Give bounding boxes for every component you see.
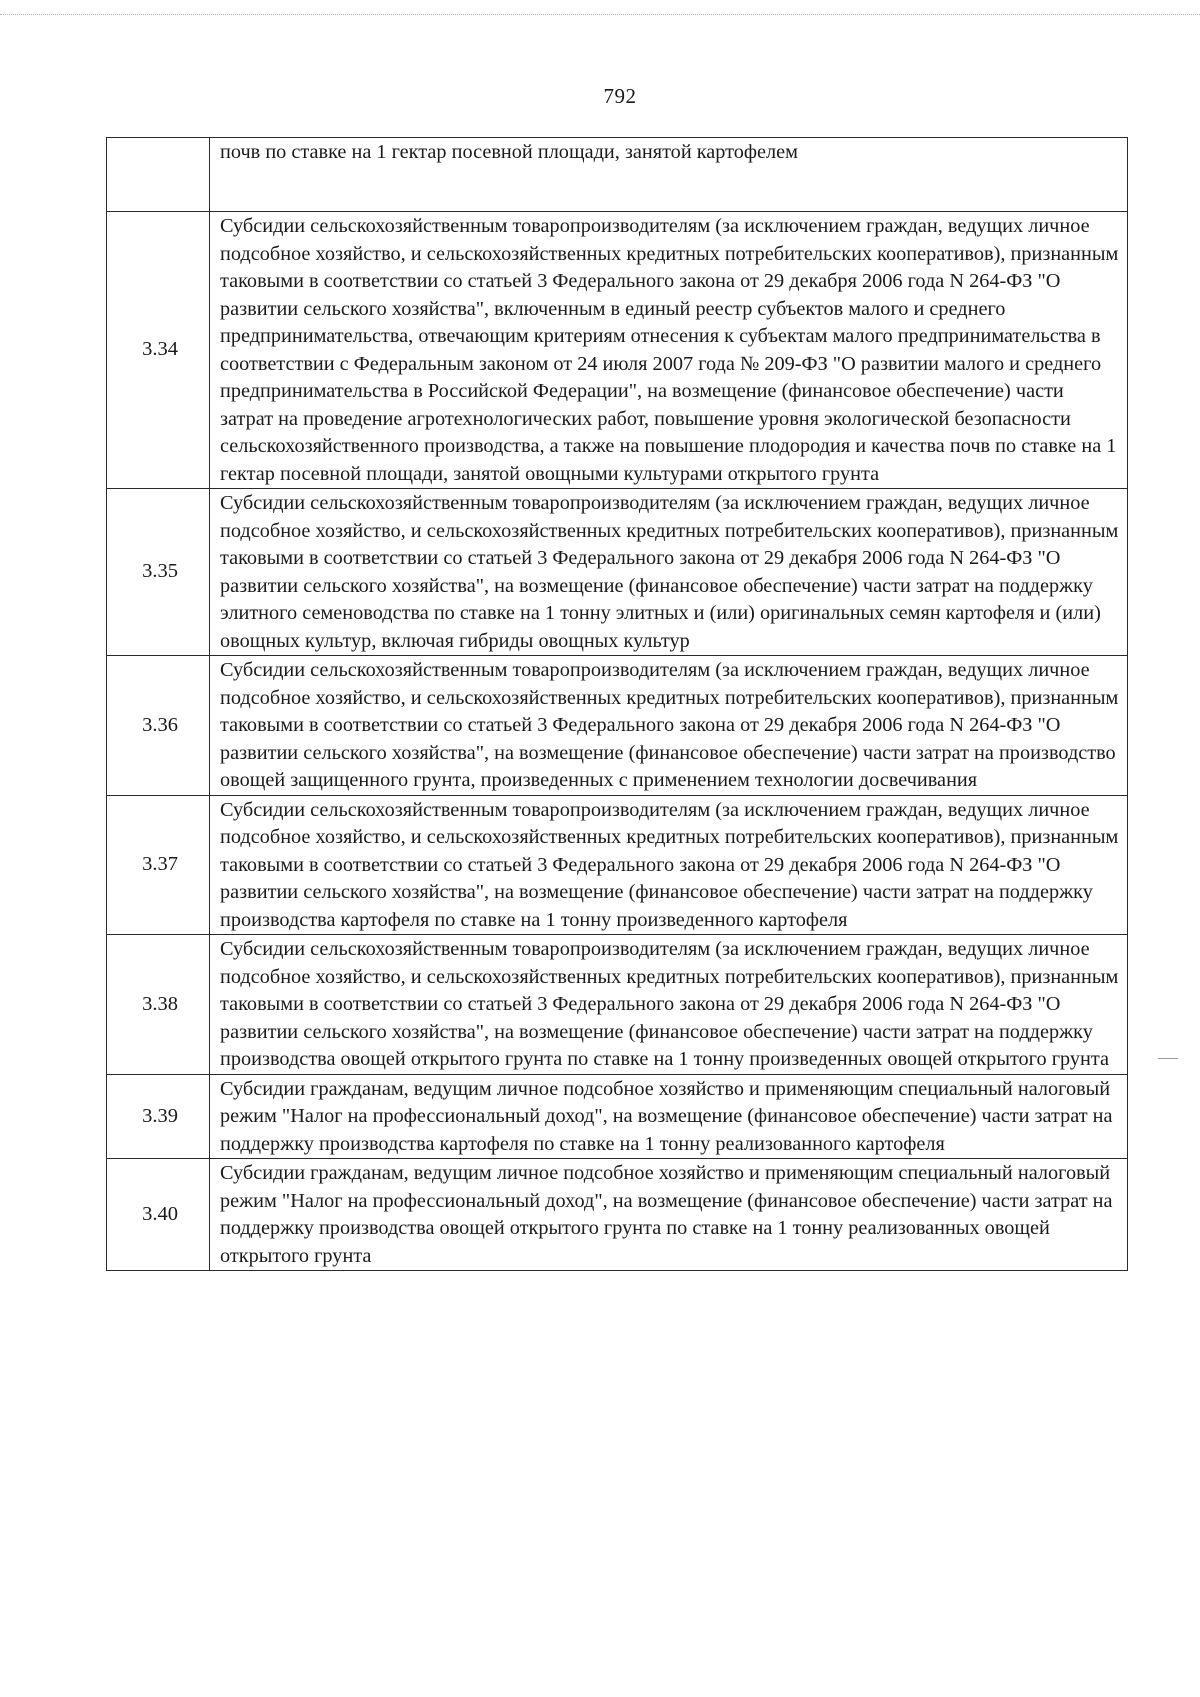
page-number: 792 <box>603 84 637 108</box>
subsidies-table <box>106 137 1128 1271</box>
row-text: Субсидии сельскохозяйственным товаропроизводителям (за исключением граждан, ведущих личное подсобное хозяйство, и сельскохозяйственных кредитных потребительских кооперативов), признанным таковыми в соответствии со статьей 3 Федерального закона от 29 декабря 2006 года N 264-ФЗ "О развитии сельского хозяйства", на возмещение (финансовое обеспечение) части затрат на производство овощей защищенного грунта, произведенных с применением технологии досвечивания <box>210 656 1128 796</box>
margin-mark <box>1158 1058 1178 1059</box>
row-number <box>107 138 210 212</box>
row-text: Субсидии гражданам, ведущим личное подсобное хозяйство и применяющим специальный налоговый режим "Налог на профессиональный доход", на возмещение (финансовое обеспечение) части затрат на поддержку производства картофеля по ставке на 1 тонну реализованного картофеля <box>210 1074 1128 1159</box>
row-number: 3.35 <box>107 489 210 656</box>
row-text: Субсидии сельскохозяйственным товаропроизводителям (за исключением граждан, ведущих личное подсобное хозяйство, и сельскохозяйственных кредитных потребительских кооперативов), признанным таковыми в соответствии со статьей 3 Федерального закона от 29 декабря 2006 года N 264-ФЗ "О развитии сельского хозяйства", на возмещение (финансовое обеспечение) части затрат на поддержку элитного семеноводства по ставке на 1 тонну элитных и (или) оригинальных семян картофеля и (или) овощных культур, включая гибриды овощных культур <box>210 489 1128 656</box>
row-number: 3.39 <box>107 1074 210 1159</box>
row-text: Субсидии сельскохозяйственным товаропроизводителям (за исключением граждан, ведущих личное подсобное хозяйство, и сельскохозяйственных кредитных потребительских кооперативов), признанным таковыми в соответствии со статьей 3 Федерального закона от 29 декабря 2006 года N 264-ФЗ "О развитии сельского хозяйства", на возмещение (финансовое обеспечение) части затрат на поддержку производства картофеля по ставке на 1 тонну произведенного картофеля <box>210 795 1128 935</box>
row-text: почв по ставке на 1 гектар посевной площади, занятой картофелем <box>210 138 1128 212</box>
table-row <box>107 138 1128 212</box>
table-row <box>107 1074 1128 1159</box>
row-text: Субсидии гражданам, ведущим личное подсобное хозяйство и применяющим специальный налоговый режим "Налог на профессиональный доход", на возмещение (финансовое обеспечение) части затрат на поддержку производства овощей открытого грунта по ставке на 1 тонну реализованных овощей открытого грунта <box>210 1159 1128 1271</box>
row-number: 3.37 <box>107 795 210 935</box>
row-number: 3.40 <box>107 1159 210 1271</box>
row-number: 3.38 <box>107 935 210 1075</box>
row-number: 3.34 <box>107 212 210 489</box>
row-text: Субсидии сельскохозяйственным товаропроизводителям (за исключением граждан, ведущих личное подсобное хозяйство, и сельскохозяйственных кредитных потребительских кооперативов), признанным таковыми в соответствии со статьей 3 Федерального закона от 29 декабря 2006 года N 264-ФЗ "О развитии сельского хозяйства", включенным в единый реестр субъектов малого и среднего предпринимательства, отвечающим критериям отнесения к субъектам малого предпринимательства в соответствии с Федеральным законом от 24 июля 2007 года № 209-ФЗ "О развитии малого и среднего предпринимательства в Российской Федерации", на возмещение (финансовое обеспечение) части затрат на проведение агротехнологических работ, повышение уровня экологической безопасности сельскохозяйственного производства, а также на повышение плодородия и качества почв по ставке на 1 гектар посевной площади, занятой овощными культурами открытого грунта <box>210 212 1128 489</box>
table-row <box>107 212 1128 489</box>
table-row <box>107 795 1128 935</box>
table-row <box>107 1159 1128 1271</box>
table-row <box>107 489 1128 656</box>
row-text: Субсидии сельскохозяйственным товаропроизводителям (за исключением граждан, ведущих личное подсобное хозяйство, и сельскохозяйственных кредитных потребительских кооперативов), признанным таковыми в соответствии со статьей 3 Федерального закона от 29 декабря 2006 года N 264-ФЗ "О развитии сельского хозяйства", на возмещение (финансовое обеспечение) части затрат на поддержку производства овощей открытого грунта по ставке на 1 тонну произведенных овощей открытого грунта <box>210 935 1128 1075</box>
table-row <box>107 935 1128 1075</box>
row-number: 3.36 <box>107 656 210 796</box>
scan-edge-line <box>0 14 1200 15</box>
table-row <box>107 656 1128 796</box>
